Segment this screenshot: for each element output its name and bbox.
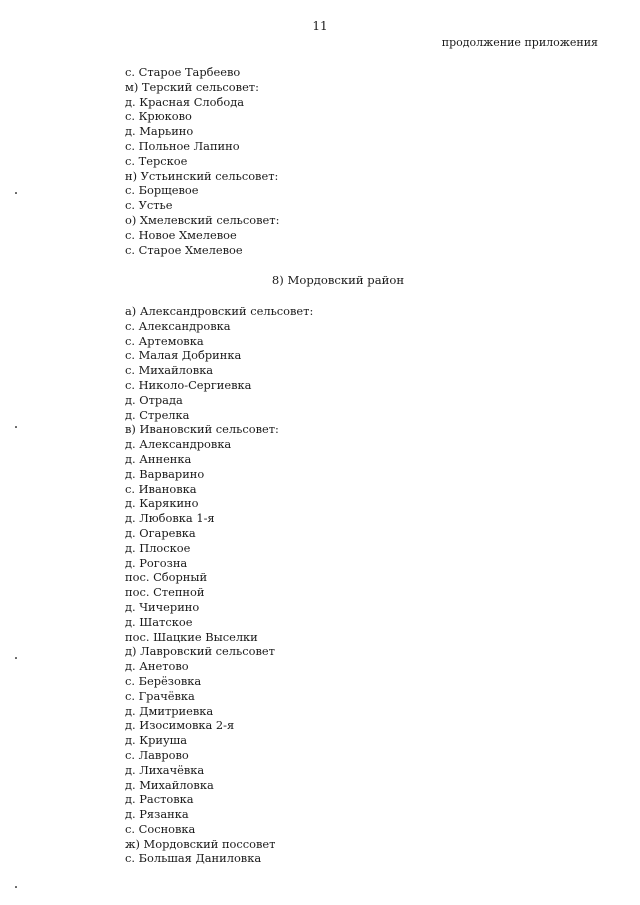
list-item: д. Чичерино [125,599,200,614]
list-item: н) Устьинский сельсовет: [125,168,279,183]
list-item: с. Грачёвка [125,688,195,703]
list-item: с. Малая Добринка [125,348,242,363]
list-item: пос. Сборный [125,570,208,585]
list-item: с. Сосновка [125,821,196,836]
list-item: д. Любовка 1-я [125,511,215,526]
list-item: а) Александровский сельсовет: [125,304,314,318]
list-item: д. Растовка [125,792,194,807]
section-heading: 8) Мордовский район [271,273,405,287]
list-item: д. Стрелка [125,407,190,422]
list-item: д. Плоское [125,540,191,555]
list-item: с. Новое Хмелевое [125,227,237,242]
list-item: с. Старое Тарбеево [125,65,241,79]
list-item: д. Криуша [125,733,188,748]
list-item: о) Хмелевский сельсовет: [125,212,280,227]
margin-mark [15,192,17,194]
list-item: д. Изосимовка 2-я [125,718,235,733]
list-item: с. Борщевое [125,183,199,198]
list-item: д. Анненка [125,451,192,466]
list-item: д. Карякино [125,496,199,511]
list-item: с. Лаврово [125,747,189,762]
list-item: д. Дмитриевка [125,703,214,718]
list-item: с. Старое Хмелевое [125,242,243,257]
list-item: с. Устье [125,198,173,213]
list-item: с. Николо-Сергиевка [125,377,252,392]
page-number: 11 [312,19,328,33]
list-item: д. Лихачёвка [125,762,205,777]
list-item: с. Большая Даниловка [125,851,262,866]
settlement-list-bottom [125,304,313,866]
list-item: д. Рогозна [125,555,188,570]
list-item: с. Крюково [125,109,192,124]
list-item: д. Шатское [125,614,193,629]
list-item: с. Александровка [125,318,231,333]
list-item: с. Терское [125,153,188,168]
list-item: д. Рязанка [125,807,189,822]
list-item: д. Марьино [125,124,194,139]
margin-mark [15,426,17,428]
list-item: ж) Мордовский поссовет [125,836,276,851]
list-item: д. Анетово [125,659,189,674]
list-item: м) Терский сельсовет: [125,79,259,94]
list-item: д. Михайловка [125,777,214,792]
list-item: д. Варварино [125,466,205,481]
continuation-note: продолжение приложения [441,36,598,49]
list-item: с. Ивановка [125,481,197,496]
list-item: д. Красная Слобода [125,94,245,109]
list-item: д. Отрада [125,392,183,407]
margin-mark [15,657,17,659]
margin-mark [15,886,17,888]
list-item: д. Александровка [125,437,232,452]
list-item: с. Михайловка [125,363,214,378]
settlement-list-top [125,65,279,257]
list-item: д. Огаревка [125,525,196,540]
list-item: д) Лавровский сельсовет [125,644,275,659]
list-item: пос. Степной [125,585,205,600]
list-item: пос. Шацкие Выселки [125,629,258,644]
list-item: с. Польное Лапино [125,138,240,153]
list-item: с. Артемовка [125,333,204,348]
list-item: в) Ивановский сельсовет: [125,422,279,437]
list-item: с. Берёзовка [125,673,202,688]
